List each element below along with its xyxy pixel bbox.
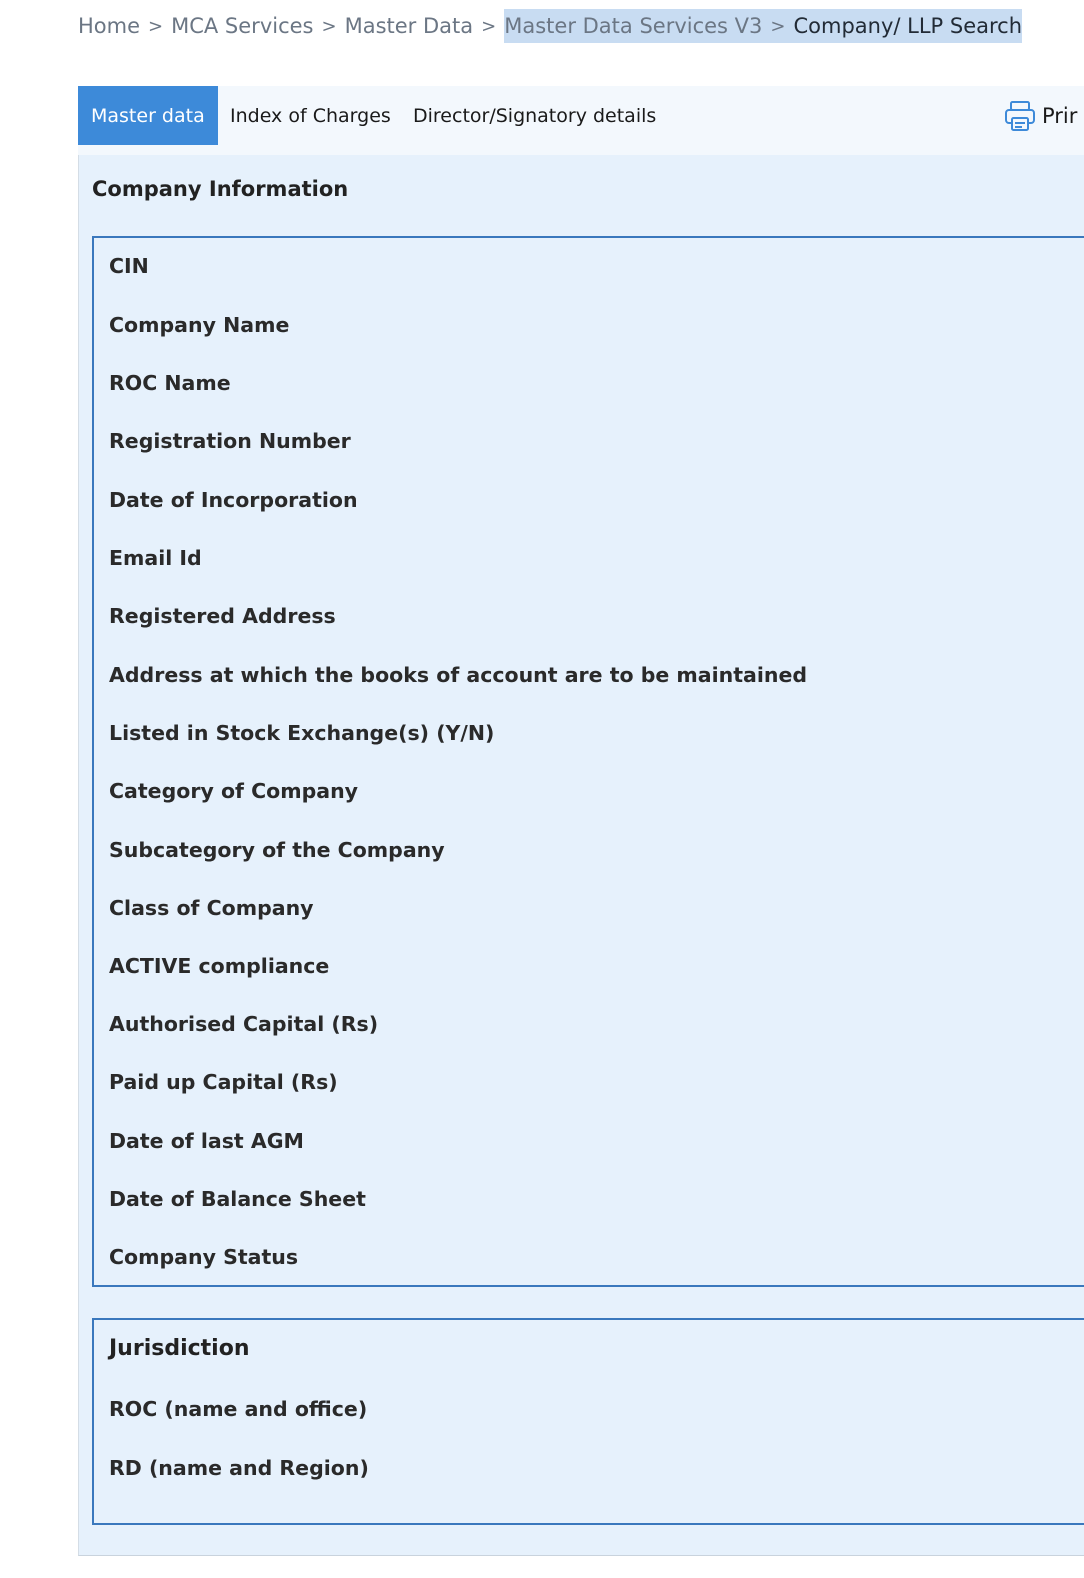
field-label-active-compliance: ACTIVE compliance <box>109 954 330 978</box>
jurisdiction-box <box>92 1318 1084 1525</box>
tab-bar <box>78 86 1084 155</box>
tab-director-signatory-details[interactable]: Director/Signatory details <box>413 104 657 127</box>
field-label-company-name: Company Name <box>109 313 290 337</box>
field-label-registration-number: Registration Number <box>109 429 351 453</box>
breadcrumb-separator: > <box>148 15 164 37</box>
field-label-cin: CIN <box>109 254 149 278</box>
field-label-authorised-capital: Authorised Capital (Rs) <box>109 1012 379 1036</box>
master-data-panel <box>78 155 1084 1556</box>
breadcrumb-selection <box>504 9 1022 43</box>
breadcrumb-current: Company/ LLP Search <box>793 14 1023 38</box>
print-button[interactable] <box>1003 86 1077 145</box>
print-label: Prir <box>1042 103 1078 128</box>
field-label-date-of-balance-sheet: Date of Balance Sheet <box>109 1187 366 1211</box>
breadcrumb-home-link[interactable]: Home <box>78 14 141 38</box>
field-label-roc-name: ROC Name <box>109 371 231 395</box>
breadcrumb-separator: > <box>770 15 786 37</box>
breadcrumb-master-data-link[interactable]: Master Data <box>344 14 474 38</box>
field-label-email-id: Email Id <box>109 546 202 570</box>
company-information-heading: Company Information <box>92 177 349 201</box>
company-information-box <box>92 236 1084 1287</box>
breadcrumb-separator: > <box>321 15 337 37</box>
field-label-date-of-incorporation: Date of Incorporation <box>109 488 358 512</box>
field-label-roc-name-and-office: ROC (name and office) <box>109 1397 368 1421</box>
jurisdiction-heading: Jurisdiction <box>109 1336 250 1361</box>
field-label-subcategory-of-company: Subcategory of the Company <box>109 838 445 862</box>
breadcrumb-master-data-services-link[interactable]: Master Data Services V3 <box>504 14 763 38</box>
field-label-category-of-company: Category of Company <box>109 779 359 803</box>
tab-index-of-charges[interactable]: Index of Charges <box>230 104 391 127</box>
breadcrumb-mca-services-link[interactable]: MCA Services <box>171 14 314 38</box>
field-label-rd-name-and-region: RD (name and Region) <box>109 1456 369 1480</box>
field-label-paid-up-capital: Paid up Capital (Rs) <box>109 1070 338 1094</box>
breadcrumb-separator: > <box>481 15 497 37</box>
field-label-company-status: Company Status <box>109 1245 299 1269</box>
breadcrumb <box>78 8 1022 44</box>
field-label-date-of-last-agm: Date of last AGM <box>109 1129 304 1153</box>
field-label-class-of-company: Class of Company <box>109 896 314 920</box>
field-label-books-of-account-address: Address at which the books of account are to be maintained <box>109 663 808 687</box>
tab-master-data[interactable]: Master data <box>78 86 218 145</box>
field-label-listed-in-stock-exchange: Listed in Stock Exchange(s) (Y/N) <box>109 721 495 745</box>
printer-icon <box>1003 99 1037 133</box>
field-label-registered-address: Registered Address <box>109 604 336 628</box>
